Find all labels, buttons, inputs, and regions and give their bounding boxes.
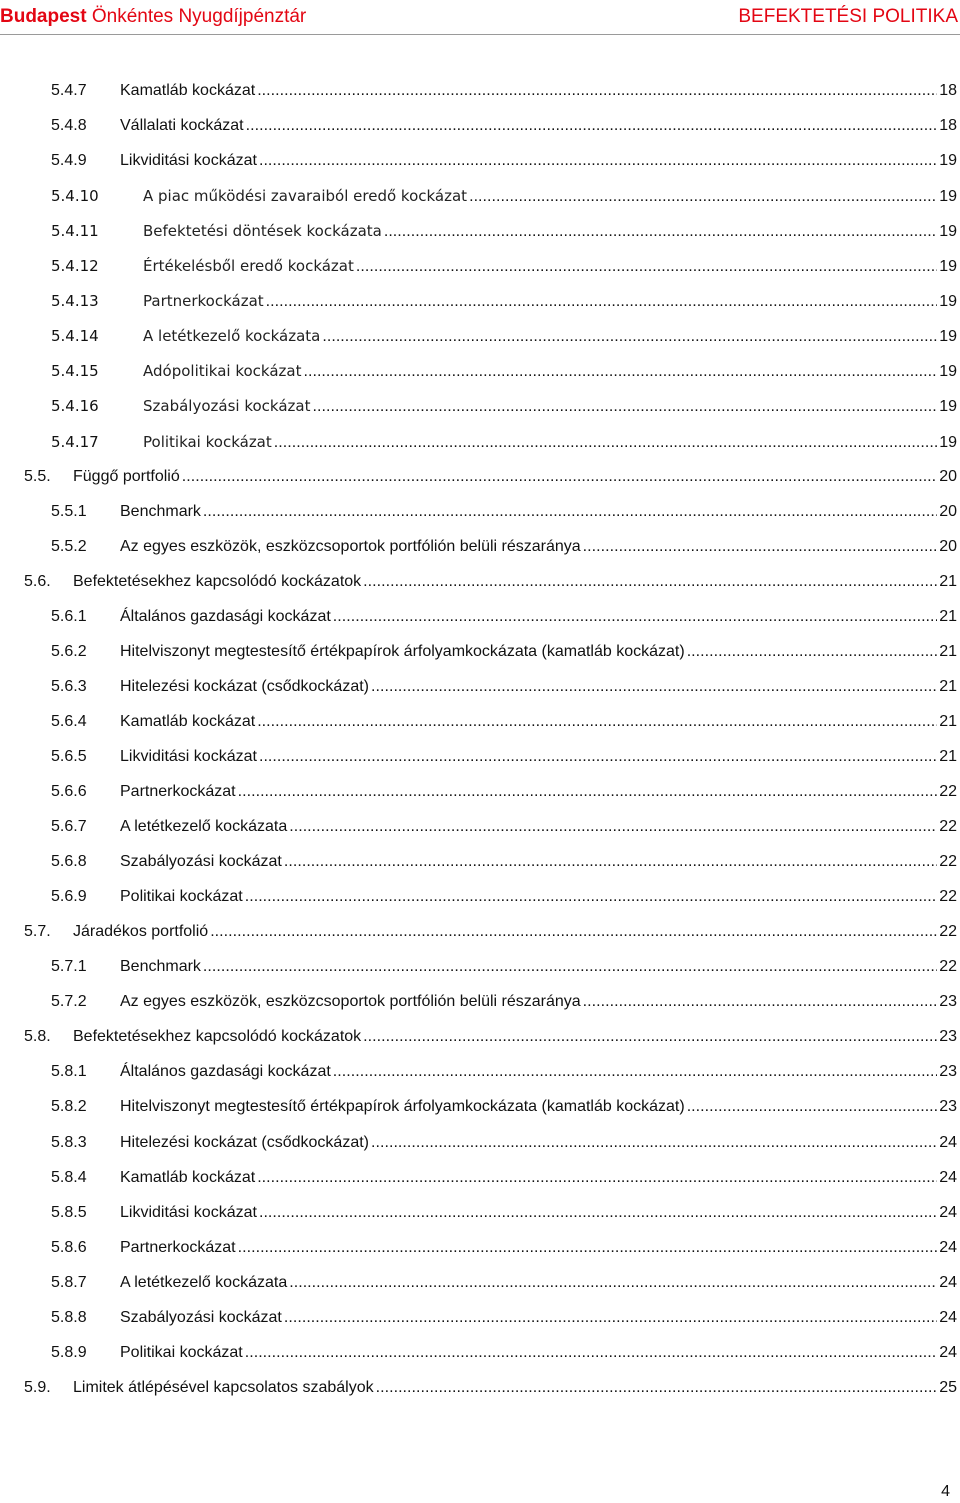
toc-entry-page: 23 [939,1028,957,1046]
toc-entry-page: 23 [939,1098,957,1116]
toc-entry[interactable] [0,79,957,103]
toc-entry[interactable] [0,1376,957,1400]
toc-entry-page: 19 [939,188,957,206]
dot-leader [257,710,937,734]
toc-entry-page: 20 [939,467,957,485]
dot-leader [203,500,937,524]
toc-entry-title: Általános gazdasági kockázat [120,607,331,625]
toc-entry-title: Benchmark [120,958,201,976]
toc-entry-title: Szabályozási kockázat [120,1308,282,1326]
dot-leader [259,1201,937,1225]
toc-entry[interactable] [0,815,957,839]
toc-entry[interactable] [0,1271,957,1295]
toc-entry[interactable] [0,955,957,979]
dot-leader [238,1236,938,1260]
toc-entry-number: 5.6.6 [51,783,87,800]
toc-entry-title: Politikai kockázat [143,432,272,451]
toc-entry-page: 19 [939,328,957,346]
dot-leader [333,1060,937,1084]
toc-entry-page: 22 [939,923,957,941]
toc-entry-number: 5.6.2 [51,642,87,660]
toc-entry-number: 5.7. [24,923,51,941]
toc-entry-number: 5.6.7 [51,818,87,836]
toc-entry[interactable] [0,570,957,594]
toc-entry-title: Hitelviszonyt megtestesítő értékpapírok árfolyamkockázata (kamatláb kockázat) [120,1098,685,1116]
toc-entry-title: Likviditási kockázat [120,1203,257,1221]
toc-entry-number: 5.7.2 [51,993,87,1011]
toc-entry[interactable] [0,1025,957,1049]
dot-leader [322,325,937,349]
toc-entry-title: Járadékos portfolió [73,923,209,941]
toc-entry[interactable] [0,1236,957,1260]
toc-entry[interactable] [0,1306,957,1330]
dot-leader [245,885,937,909]
toc-entry-number: 5.4.9 [51,152,87,170]
toc-entry-title: Limitek átlépésével kapcsolatos szabályok [73,1378,374,1396]
toc-entry-number: 5.7.1 [51,958,87,976]
dot-leader [289,1271,937,1295]
toc-entry-page: 22 [939,818,957,836]
toc-entry[interactable] [0,535,957,559]
toc-entry-title: A letétkezelő kockázata [143,327,321,346]
toc-entry[interactable] [0,465,957,489]
toc-entry-page: 21 [939,642,957,660]
dot-leader [289,815,937,839]
dot-leader [583,535,938,559]
dot-leader [363,1025,937,1049]
toc-entry-number: 5.6.3 [51,677,87,695]
toc-entry-number: 5.4.15 [51,362,99,381]
toc-entry-page: 19 [939,258,957,276]
toc-entry-page: 24 [939,1168,957,1186]
document-title: BEFEKTETÉSI POLITIKA [738,6,958,27]
dot-leader [583,990,938,1014]
dot-leader [284,1306,937,1330]
toc-entry-page: 24 [939,1238,957,1256]
brand-name: Budapest [0,6,87,27]
toc-entry-number: 5.6.9 [51,888,87,906]
toc-entry-page: 20 [939,537,957,555]
toc-entry-number: 5.8.4 [51,1168,87,1186]
toc-entry-page: 24 [939,1133,957,1151]
dot-leader [312,395,937,419]
toc-entry-page: 22 [939,888,957,906]
toc-entry-title: Partnerkockázat [120,1238,236,1256]
dot-leader [284,850,937,874]
toc-entry[interactable] [0,289,957,313]
toc-entry-page: 21 [939,677,957,695]
toc-entry-title: Befektetési döntések kockázata [143,222,382,241]
toc-entry-title: A letétkezelő kockázata [120,1273,288,1291]
toc-entry-title: Általános gazdasági kockázat [120,1063,331,1081]
toc-entry-number: 5.8.7 [51,1273,87,1291]
dot-leader [259,745,937,769]
toc-entry-number: 5.8.2 [51,1098,87,1116]
dot-leader [303,360,937,384]
page-number: 4 [941,1483,950,1500]
toc-entry-number: 5.8.6 [51,1238,87,1256]
toc-entry-title: Befektetésekhez kapcsolódó kockázatok [73,572,362,590]
toc-entry[interactable] [0,780,957,804]
dot-leader [363,570,937,594]
organization-name-rest: Önkéntes Nyugdíjpénztár [86,6,307,27]
toc-entry-number: 5.9. [24,1378,51,1396]
toc-entry-number: 5.6.4 [51,712,87,730]
toc-entry[interactable] [0,1095,957,1119]
toc-entry-title: Kamatláb kockázat [120,1168,256,1186]
toc-entry[interactable] [0,605,957,629]
toc-entry-page: 19 [939,363,957,381]
toc-entry-title: Partnerkockázat [143,292,264,311]
dot-leader [356,255,937,279]
toc-entry-number: 5.4.11 [51,222,99,241]
dot-leader [245,1341,937,1365]
toc-entry[interactable] [0,920,957,944]
toc-entry-page: 19 [939,433,957,451]
toc-entry-number: 5.6. [24,572,51,590]
toc-entry-page: 18 [939,82,957,99]
toc-entry[interactable] [0,1201,957,1225]
toc-entry-page: 19 [939,293,957,311]
toc-entry[interactable] [0,324,957,348]
toc-entry-page: 21 [939,607,957,625]
toc-entry[interactable] [0,710,957,734]
dot-leader [257,79,937,103]
toc-entry-number: 5.6.8 [51,853,87,871]
toc-entry-number: 5.5.2 [51,537,87,555]
toc-entry-page: 24 [939,1343,957,1361]
dot-leader [371,675,937,699]
toc-entry-title: Likviditási kockázat [120,747,257,765]
dot-leader [259,149,937,173]
toc-entry-number: 5.4.16 [51,397,99,416]
toc-entry-number: 5.8.5 [51,1203,87,1221]
toc-entry-number: 5.8.3 [51,1133,87,1151]
toc-entry-page: 21 [939,747,957,765]
toc-entry-number: 5.6.5 [51,747,87,765]
toc-entry-page: 19 [939,398,957,416]
toc-entry-page: 20 [939,502,957,520]
dot-leader [182,465,937,489]
toc-entry[interactable] [0,885,957,909]
toc-entry-title: Benchmark [120,502,201,520]
toc-entry[interactable] [0,745,957,769]
toc-entry-number: 5.4.17 [51,432,99,451]
toc-entry-page: 24 [939,1308,957,1326]
toc-entry-page: 19 [939,223,957,241]
toc-entry[interactable] [0,254,957,278]
dot-leader [266,290,938,314]
toc-entry[interactable] [0,430,957,454]
toc-entry-page: 18 [939,117,957,135]
toc-entry[interactable] [0,1341,957,1365]
toc-entry-number: 5.8. [24,1028,51,1046]
toc-entry-page: 25 [939,1378,957,1396]
toc-entry-number: 5.8.9 [51,1343,87,1361]
dot-leader [210,920,937,944]
toc-entry[interactable] [0,1060,957,1084]
toc-entry-title: Politikai kockázat [120,1343,243,1361]
toc-entry-title: Függő portfolió [73,467,180,485]
toc-entry-title: Hitelviszonyt megtestesítő értékpapírok árfolyamkockázata (kamatláb kockázat) [120,642,685,660]
dot-leader [238,780,938,804]
toc-entry-title: Értékelésből eredő kockázat [143,257,354,276]
toc-entry[interactable] [0,850,957,874]
toc-entry-page: 24 [939,1273,957,1291]
dot-leader [371,1131,937,1155]
toc-entry[interactable] [0,640,957,664]
toc-entry-page: 22 [939,783,957,800]
toc-entry-number: 5.5. [24,467,51,485]
toc-entry-number: 5.4.14 [51,327,99,346]
toc-entry-number: 5.5.1 [51,502,87,520]
dot-leader [333,605,937,629]
toc-entry-title: Befektetésekhez kapcsolódó kockázatok [73,1028,362,1046]
toc-entry-title: Politikai kockázat [120,888,243,906]
toc-entry-title: A letétkezelő kockázata [120,818,288,836]
toc-entry-number: 5.4.7 [51,82,87,99]
toc-entry-page: 24 [939,1203,957,1221]
toc-entry[interactable] [0,1131,957,1155]
toc-entry-page: 22 [939,853,957,871]
toc-entry[interactable] [0,149,957,173]
toc-entry[interactable] [0,500,957,524]
toc-entry[interactable] [0,184,957,208]
toc-entry-number: 5.4.12 [51,257,99,276]
toc-entry-number: 5.4.8 [51,117,87,135]
toc-entry[interactable] [0,394,957,418]
toc-entry-title: Vállalati kockázat [120,117,244,135]
toc-entry[interactable] [0,114,957,138]
dot-leader [376,1376,938,1400]
toc-entry-title: Kamatláb kockázat [120,712,256,730]
toc-entry-number: 5.8.1 [51,1063,87,1081]
toc-entry-page: 23 [939,993,957,1011]
toc-entry-title: Partnerkockázat [120,783,236,800]
toc-entry-title: Hitelezési kockázat (csődkockázat) [120,677,369,695]
dot-leader [203,955,937,979]
dot-leader [687,640,938,664]
dot-leader [274,431,937,455]
toc-entry[interactable] [0,1166,957,1190]
toc-entry-title: Hitelezési kockázat (csődkockázat) [120,1133,369,1151]
toc-entry-number: 5.4.13 [51,292,99,311]
toc-entry-page: 23 [939,1063,957,1081]
toc-entry-number: 5.8.8 [51,1308,87,1326]
toc-entry-page: 19 [939,152,957,170]
toc-entry-title: A piac működési zavaraiból eredő kockázat [143,187,468,206]
toc-entry-title: Az egyes eszközök, eszközcsoportok portfólión belüli részaránya [120,993,581,1011]
toc-entry-title: Adópolitikai kockázat [143,362,302,381]
toc-entry[interactable] [0,675,957,699]
dot-leader [469,185,937,209]
toc-entry[interactable] [0,359,957,383]
toc-entry-page: 21 [939,712,957,730]
toc-entry-title: Likviditási kockázat [120,152,257,170]
toc-entry[interactable] [0,219,957,243]
toc-entry-number: 5.4.10 [51,187,99,206]
dot-leader [687,1095,938,1119]
toc-entry-page: 22 [939,958,957,976]
toc-entry-number: 5.6.1 [51,607,87,625]
dot-leader [384,220,937,244]
toc-entry-page: 21 [939,572,957,590]
toc-entry[interactable] [0,990,957,1014]
toc-entry-title: Kamatláb kockázat [120,82,256,99]
toc-entry-title: Szabályozási kockázat [120,853,282,871]
dot-leader [257,1166,937,1190]
toc-entry-title: Az egyes eszközök, eszközcsoportok portfólión belüli részaránya [120,537,581,555]
dot-leader [246,114,938,138]
toc-entry-title: Szabályozási kockázat [143,397,311,416]
